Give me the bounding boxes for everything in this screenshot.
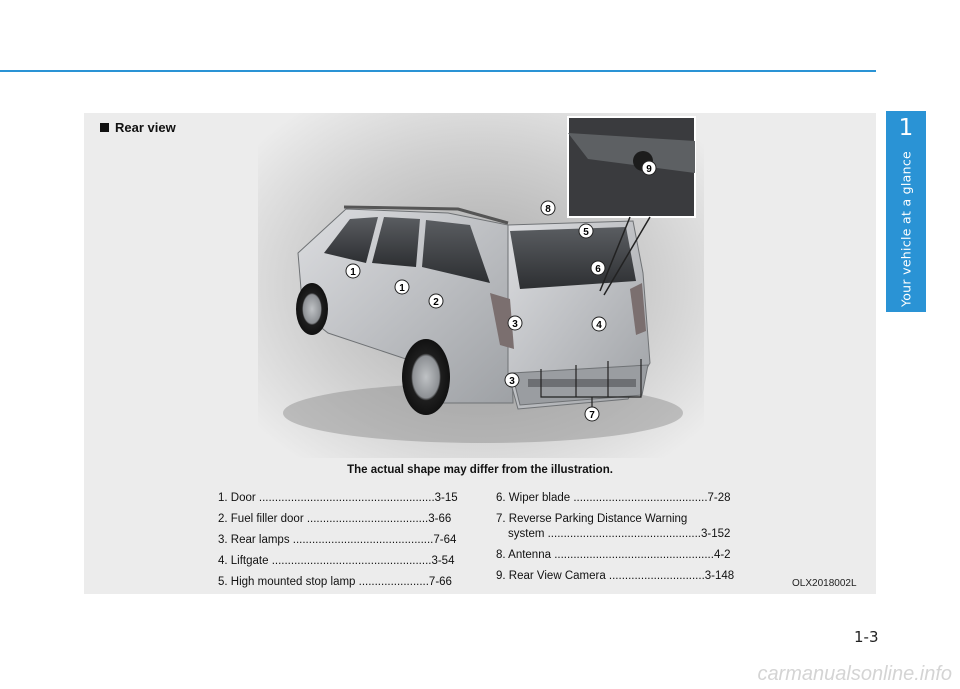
callout-2: 2 [433,297,439,308]
list-item: 4. Liftgate ..................................................3-54 [218,555,455,567]
callout-8: 8 [545,204,551,215]
page-number: 1-3 [854,628,879,646]
list-item [496,548,751,569]
list-item-text: 6. Wiper blade ..........................................7-28 [496,492,731,504]
callout-3b: 3 [509,376,515,387]
section-title [100,120,176,135]
footer-watermark [0,663,960,689]
callout-1b: 1 [399,283,405,294]
header-rule [0,70,876,72]
callout-3a: 3 [512,319,518,330]
right-reference-list [496,491,751,590]
rear-view-illustration [258,113,704,458]
callout-1a: 1 [350,267,356,278]
chapter-tab [886,111,926,312]
callout-5: 5 [583,227,589,238]
list-item-continuation: system ................................................3-152 [508,528,731,540]
list-item: 2. Fuel filler door ......................................3-66 [218,513,452,525]
callout-6: 6 [595,264,601,275]
chapter-title: Your vehicle at a glance [898,150,914,308]
section-title-text: Rear view [115,120,176,135]
chapter-number: 1 [898,115,914,141]
watermark-text: carmanualsonline.info [757,663,952,685]
list-item: 5. High mounted stop lamp ......................7-66 [218,576,452,588]
image-code: OLX2018002L [792,578,857,589]
list-item-text: 9. Rear View Camera ..............................3-148 [496,570,735,582]
list-item: 3. Rear lamps ............................................7-64 [218,534,457,546]
callout-7: 7 [589,410,595,421]
list-item-text: 8. Antenna ..................................................4-2 [496,549,731,561]
left-reference-list [218,491,472,596]
list-item: 1. Door .......................................................3-15 [218,492,458,504]
callout-4: 4 [596,320,602,331]
square-bullet-icon [100,123,109,132]
figure-caption: The actual shape may differ from the illustration. [347,464,613,476]
list-item [496,569,751,590]
list-item [496,491,751,512]
callout-9: 9 [646,164,652,175]
list-item [496,512,751,548]
list-item-text: 7. Reverse Parking Distance Warning [496,513,688,525]
